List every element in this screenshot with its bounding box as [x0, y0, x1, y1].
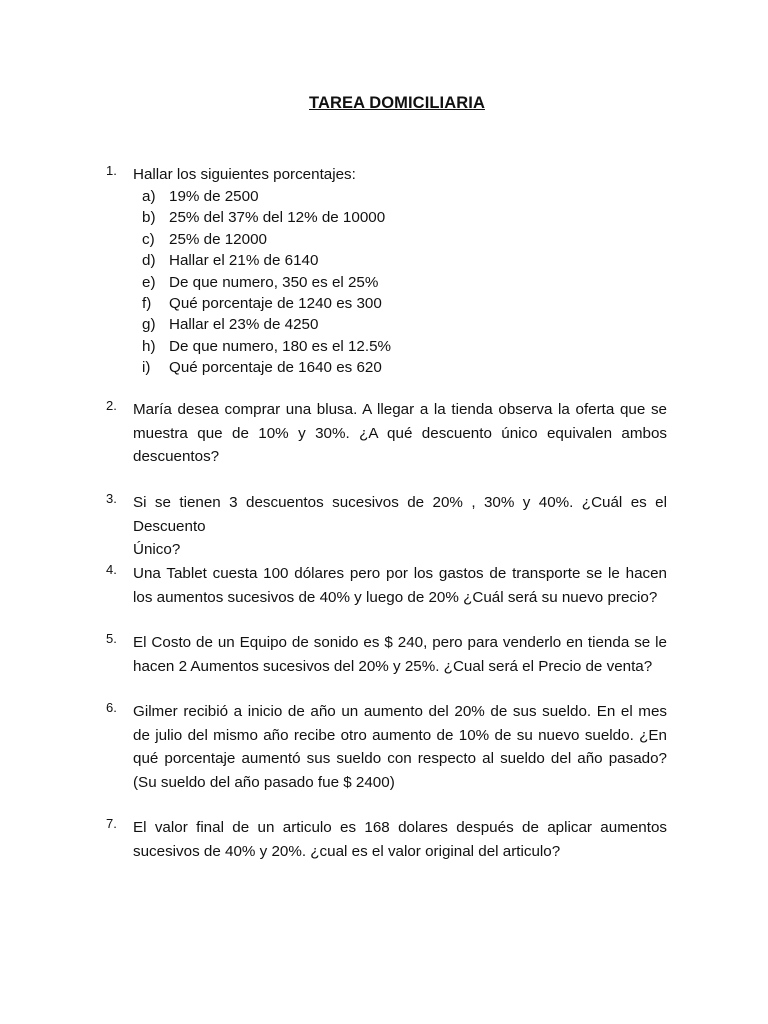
subitem-text: Hallar el 21% de 6140: [169, 252, 319, 270]
question-line: de julio del mismo año recibe otro aumento de 10% de su nuevo sueldo. ¿En: [133, 726, 667, 744]
subitem-letter: d): [142, 252, 156, 270]
question-line: Si se tienen 3 descuentos sucesivos de 20% , 30% y 40%. ¿Cuál es el Descuento: [133, 494, 667, 535]
question-line: los aumentos sucesivos de 40% y luego de 20% ¿Cuál será su nuevo precio?: [133, 588, 658, 606]
question-number: 7.: [106, 816, 117, 831]
subitem-letter: g): [142, 316, 156, 334]
question-text: [133, 562, 667, 609]
question-line: Gilmer recibió a inicio de año un aumento del 20% de sus sueldo. En el mes: [133, 703, 667, 720]
subitem-text: Qué porcentaje de 1240 es 300: [169, 294, 382, 312]
question-number: 2.: [106, 398, 117, 413]
question-text: [133, 816, 667, 863]
subitem: [142, 186, 562, 207]
question-line: hacen 2 Aumentos sucesivos del 20% y 25%. ¿Cual será el Precio de venta?: [133, 657, 653, 675]
subitem: [142, 229, 562, 250]
question-line: (Su sueldo del año pasado fue $ 2400): [133, 773, 395, 791]
subitem-letter: f): [142, 294, 152, 312]
subitem-list: [142, 186, 562, 379]
subitem-text: 25% del 37% del 12% de 10000: [169, 209, 386, 227]
subitem: [142, 336, 562, 357]
subitem-letter: h): [142, 337, 156, 355]
question-line: sucesivos de 40% y 20%. ¿cual es el valor original del articulo?: [133, 842, 561, 860]
subitem: [142, 357, 562, 378]
subitem: [142, 314, 562, 335]
question-text: [133, 700, 667, 794]
question-number: 3.: [106, 491, 117, 506]
question-line: descuentos?: [133, 448, 220, 465]
subitem-letter: e): [142, 273, 156, 291]
question-line: Hallar los siguientes porcentajes:: [133, 166, 356, 183]
question-line: Una Tablet cuesta 100 dólares pero por los gastos de transporte se le hacen: [133, 565, 667, 582]
question-number: 1.: [106, 163, 117, 178]
question-line: Único?: [133, 541, 181, 558]
question-text: [133, 491, 667, 562]
subitem-text: 19% de 2500: [169, 188, 259, 205]
question-line: El valor final de un articulo es 168 dolares después de aplicar aumentos: [133, 819, 667, 836]
question-line: muestra que de 10% y 30%. ¿A qué descuento único equivalen ambos: [133, 424, 667, 442]
subitem: [142, 250, 562, 271]
subitem: [142, 272, 562, 293]
question-text: [133, 398, 667, 469]
subitem-text: Qué porcentaje de 1640 es 620: [169, 359, 382, 377]
question-number: 4.: [106, 562, 117, 577]
subitem-text: Hallar el 23% de 4250: [169, 316, 319, 334]
question-number: 6.: [106, 700, 117, 715]
subitem-text: 25% de 12000: [169, 230, 267, 248]
subitem-letter: i): [142, 359, 151, 377]
subitem: [142, 207, 562, 228]
question-number: 5.: [106, 631, 117, 646]
question-line: qué porcentaje aumentó sus sueldo con respecto al sueldo del año pasado?: [133, 750, 667, 767]
subitem-text: De que numero, 180 es el 12.5%: [169, 337, 392, 355]
question-line: El Costo de un Equipo de sonido es $ 240, pero para venderlo en tienda se le: [133, 634, 667, 651]
document-title: TAREA DOMICILIARIA: [309, 94, 485, 112]
subitem-letter: b): [142, 209, 156, 227]
subitem-text: De que numero, 350 es el 25%: [169, 273, 379, 291]
subitem: [142, 293, 562, 314]
subitem-letter: a): [142, 188, 156, 205]
question-text: [133, 163, 667, 187]
question-line: María desea comprar una blusa. A llegar a la tienda observa la oferta que se: [133, 401, 667, 418]
question-text: [133, 631, 667, 678]
subitem-letter: c): [142, 230, 155, 248]
